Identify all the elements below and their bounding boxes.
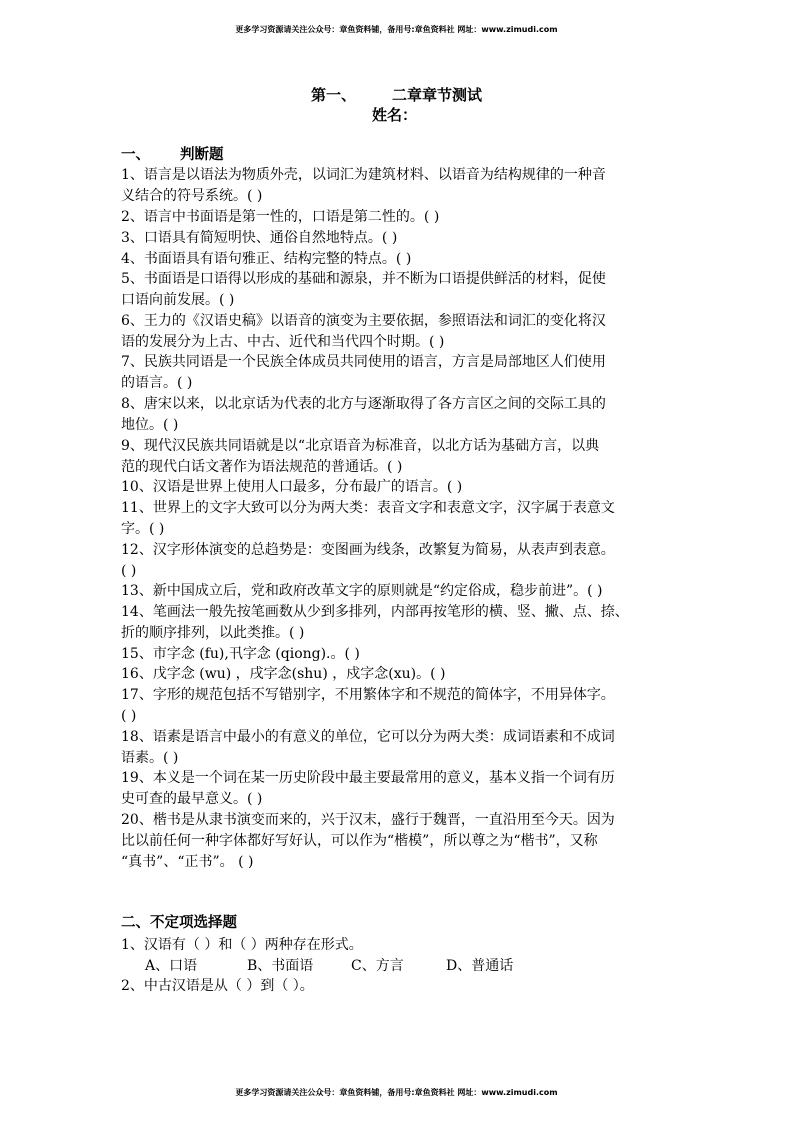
- question-11: [121, 498, 677, 540]
- question-line: 20、楷书是从隶书演变而来的，兴于汉末，盛行于魏晋，一直沿用至今天。因为: [121, 812, 615, 828]
- name-label: 姓名：: [372, 106, 418, 124]
- question-20: [121, 810, 677, 872]
- question-7: [121, 352, 677, 394]
- mc-question-1: [121, 935, 677, 956]
- option-a: A、口语: [145, 958, 198, 974]
- question-6: [121, 311, 677, 353]
- question-stem: 2、中古汉语是从（ ）到（ ）。: [121, 978, 314, 994]
- question-3: [121, 228, 677, 249]
- question-line: 语的发展分为上古、中古、近代和当代四个时期。( ): [121, 333, 445, 350]
- question-line: 6、王力的《汉语史稿》以语音的演变为主要依据，参照语法和词汇的变化将汉: [121, 313, 606, 329]
- section-title: 判断题: [180, 147, 224, 163]
- question-line: 10、汉语是世界上使用人口最多，分布最广的语言。( ): [121, 479, 463, 495]
- question-1: [121, 165, 677, 207]
- page-title: [0, 84, 793, 105]
- question-line: 7、民族共同语是一个民族全体成员共同使用的语言，方言是局部地区人们使用: [121, 354, 606, 370]
- question-line: 比以前任何一种字体都好写好认，可以作为“楷模”，所以尊之为“楷书”，又称: [121, 832, 598, 849]
- question-line: 范的现代白话文著作为语法规范的普通话。( ): [121, 458, 403, 475]
- question-line: 13、新中国成立后，党和政府改革文字的原则就是“约定俗成，稳步前进”。( ): [121, 583, 603, 599]
- question-14: [121, 602, 677, 644]
- title-part1: 第一、: [310, 86, 356, 104]
- question-line: 语素。( ): [121, 749, 179, 766]
- question-line: 9、现代汉民族共同语就是以“北京语音为标准音，以北方话为基础方言，以典: [121, 438, 600, 454]
- question-line: 3、口语具有简短明快、通俗自然地特点。( ): [121, 230, 398, 246]
- question-line: 18、语素是语言中最小的有意义的单位，它可以分为两大类：成词语素和不成词: [121, 729, 615, 745]
- question-line: ( ): [121, 707, 137, 724]
- question-line: 14、笔画法一般先按笔画数从少到多排列，内部再按笔形的横、竖、撇、点、捺、: [121, 604, 629, 620]
- question-10: [121, 477, 677, 498]
- question-19: [121, 768, 677, 810]
- question-18: [121, 727, 677, 769]
- question-9: [121, 436, 677, 478]
- question-line: 19、本义是一个词在某一历史阶段中最主要最常用的意义，基本义指一个词有历: [121, 770, 615, 786]
- question-line: 字。( ): [121, 520, 165, 537]
- question-16: [121, 664, 677, 685]
- question-5: [121, 269, 677, 311]
- question-line: 4、书面语具有语句雅正、结构完整的特点。( ): [121, 251, 412, 267]
- question-2: [121, 207, 677, 228]
- question-line: 折的顺序排列，以此类推。( ): [121, 624, 305, 641]
- question-line: 的语言。( ): [121, 374, 193, 391]
- question-stem: 1、汉语有（ ）和（ ）两种存在形式。: [121, 937, 363, 953]
- question-line: 1、语言是以语法为物质外壳，以词汇为建筑材料、以语音为结构规律的一种音: [121, 167, 606, 183]
- question-line: “真书”、“正书”。 ( ): [121, 853, 254, 870]
- option-c: C、方言: [351, 958, 404, 974]
- top-banner: 更多学习资源请关注公众号：章鱼资料铺，备用号:章鱼资料社 网址：www.zimudi.com: [235, 25, 558, 34]
- section-heading-multiple-choice: 二、不定项选择题: [121, 915, 237, 931]
- question-line: 12、汉字形体演变的总趋势是：变图画为线条，改繁复为简易，从表声到表意。: [121, 542, 615, 558]
- question-line: 5、书面语是口语得以形成的基础和源泉，并不断为口语提供鲜活的材料，促使: [121, 271, 606, 287]
- section-heading-true-false: [121, 145, 224, 165]
- question-4: [121, 249, 677, 270]
- question-line: 11、世界上的文字大致可以分为两大类：表音文字和表意文字，汉字属于表意文: [121, 500, 615, 516]
- bottom-banner: 更多学习资源请关注公众号：章鱼资料铺，备用号:章鱼资料社 网址：www.zimudi.com: [235, 1088, 558, 1097]
- option-b: B、书面语: [247, 958, 314, 974]
- question-line: 义结合的符号系统。( ): [121, 187, 263, 204]
- question-line: 口语向前发展。( ): [121, 291, 235, 308]
- question-line: 史可查的最早意义。( ): [121, 790, 263, 807]
- option-d: D、普通话: [446, 958, 514, 974]
- title-part2: 二章章节测试: [392, 86, 483, 104]
- mc-question-2: [121, 976, 677, 997]
- question-line: 16、戊字念 (wu) ，戌字念(shu) ，戍字念(xu)。( ): [121, 666, 446, 682]
- question-line: 17、字形的规范包括不写错别字，不用繁体字和不规范的简体字，不用异体字。: [121, 687, 615, 703]
- question-line: 15、市字念 (fu),卂字念 (qiong).。( ): [121, 646, 360, 662]
- question-12: [121, 540, 677, 582]
- question-line: 8、唐宋以来，以北京话为代表的北方与逐渐取得了各方言区之间的交际工具的: [121, 396, 606, 412]
- question-17: [121, 685, 677, 727]
- question-15: [121, 644, 677, 665]
- question-line: ( ): [121, 562, 137, 579]
- question-13: [121, 581, 677, 602]
- question-line: 地位。( ): [121, 416, 179, 433]
- question-line: 2、语言中书面语是第一性的，口语是第二性的。( ): [121, 209, 440, 225]
- mc-question-1-options: [145, 956, 513, 977]
- question-8: [121, 394, 677, 436]
- section-number: 一、: [121, 147, 150, 163]
